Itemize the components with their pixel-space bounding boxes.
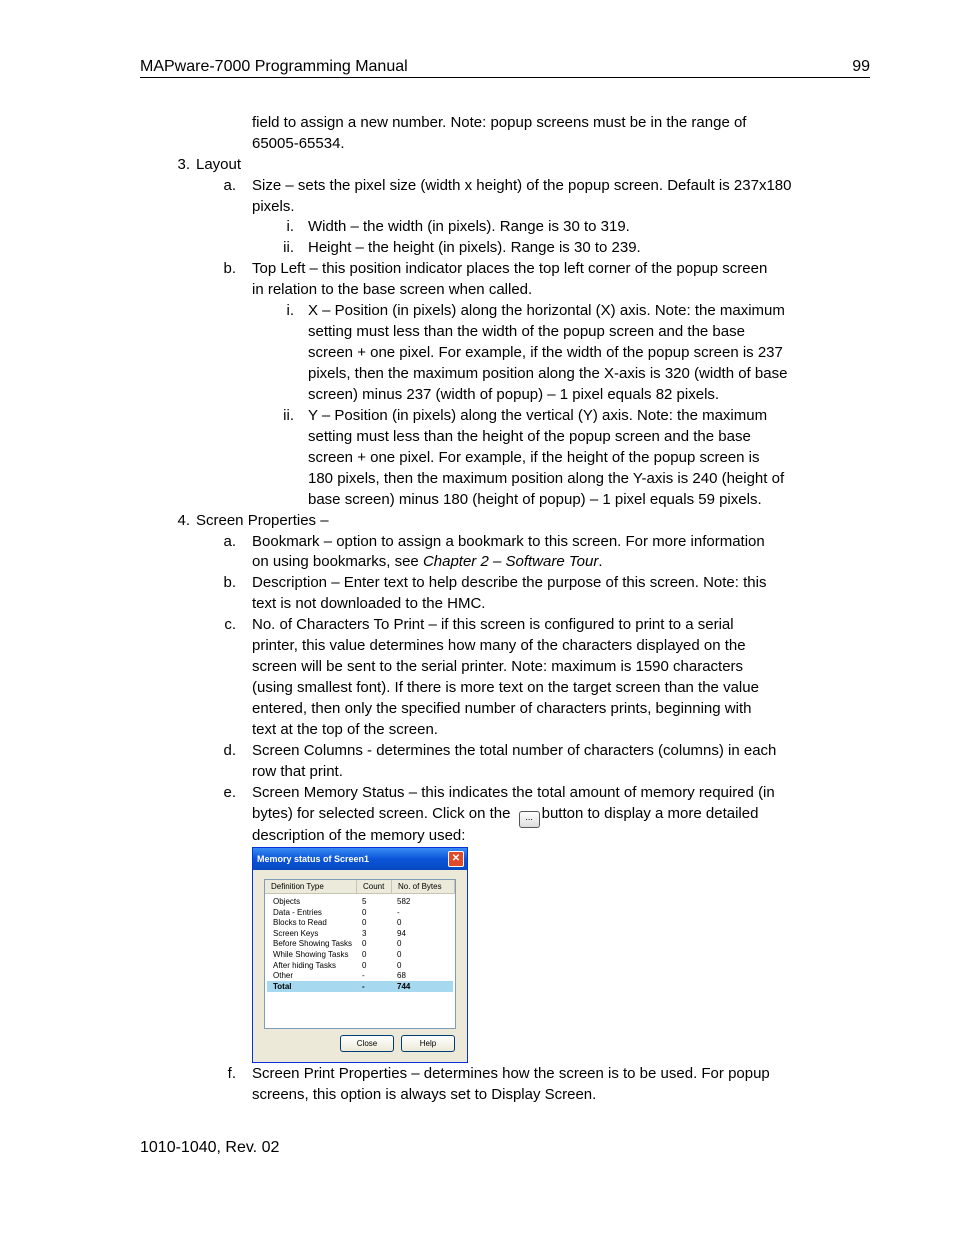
text-run: No. of Characters To Print – if this screen is configured to print to a serial bbox=[252, 616, 734, 633]
text-line bbox=[308, 300, 785, 321]
table-cell: Other bbox=[273, 971, 294, 981]
dialog-title: Memory status of Screen1 bbox=[257, 854, 370, 864]
text-line bbox=[308, 447, 760, 468]
text-line bbox=[308, 342, 783, 363]
list-marker: b. bbox=[223, 574, 236, 591]
text-run: row that print. bbox=[252, 763, 343, 780]
ellipsis-button-icon: ... bbox=[519, 811, 540, 828]
text-run: Y – Position (in pixels) along the vertical (Y) axis. Note: the maximum bbox=[308, 407, 768, 424]
text-run: on using bookmarks, see bbox=[252, 553, 423, 570]
table-cell: Total bbox=[273, 981, 292, 991]
text-line bbox=[252, 761, 343, 782]
table-cell: 3 bbox=[362, 928, 367, 938]
table-row[interactable] bbox=[267, 960, 453, 971]
text-run: X – Position (in pixels) along the horizontal (X) axis. Note: the maximum bbox=[308, 302, 785, 319]
text-line bbox=[196, 154, 241, 175]
list-marker: i. bbox=[286, 302, 294, 319]
table-cell: Objects bbox=[273, 897, 301, 906]
memory-list bbox=[264, 879, 456, 1029]
chapter-reference: Chapter 2 – Software Tour bbox=[422, 553, 599, 570]
list-marker: ii. bbox=[283, 407, 294, 424]
table-cell: 94 bbox=[397, 928, 406, 938]
table-cell: - bbox=[362, 971, 365, 981]
text-run: description of the memory used: bbox=[252, 827, 466, 844]
table-row[interactable] bbox=[267, 917, 453, 928]
text-line bbox=[252, 719, 438, 740]
text-run: in relation to the base screen when called. bbox=[252, 281, 533, 298]
table-row[interactable] bbox=[267, 938, 453, 949]
list-marker: 4. bbox=[177, 512, 190, 529]
text-run: Screen Print Properties – determines how the screen is to be used. For popup bbox=[252, 1065, 770, 1082]
table-cell: 68 bbox=[397, 971, 406, 981]
text-line bbox=[252, 279, 532, 300]
table-cell: Blocks to Read bbox=[273, 918, 327, 928]
list-marker: ii. bbox=[283, 239, 294, 256]
text-run: Description – Enter text to help describe the purpose of this screen. Note: this bbox=[252, 574, 767, 591]
text-line bbox=[252, 698, 751, 719]
table-cell: 0 bbox=[397, 950, 402, 959]
page-number: 99 bbox=[852, 58, 870, 75]
table-row[interactable] bbox=[267, 981, 453, 992]
table-row[interactable] bbox=[267, 928, 453, 939]
text-line bbox=[252, 1063, 770, 1084]
table-cell: Screen Keys bbox=[273, 928, 319, 938]
text-run: base screen) minus 180 (height of popup) – 1 pixel equals 59 pixels. bbox=[308, 491, 762, 508]
text-line bbox=[252, 740, 776, 761]
help-button[interactable]: Help bbox=[401, 1035, 455, 1052]
table-cell: 0 bbox=[362, 918, 367, 928]
text-run: text at the top of the screen. bbox=[252, 721, 438, 738]
text-run: pixels, then the maximum position along the X-axis is 320 (width of base bbox=[308, 365, 788, 382]
footer-doc-id: 1010-1040, Rev. 02 bbox=[140, 1139, 280, 1156]
text-line bbox=[252, 196, 295, 217]
text-run: (using smallest font). If there is more text on the target screen than the value bbox=[252, 679, 759, 696]
text-run: Height – the height (in pixels). Range is 30 to 239. bbox=[308, 239, 641, 256]
list-marker: a. bbox=[223, 533, 236, 550]
text-line bbox=[252, 593, 485, 614]
text-line bbox=[308, 321, 745, 342]
text-line bbox=[252, 1084, 596, 1105]
text-line bbox=[196, 510, 329, 531]
text-run: 65005-65534. bbox=[252, 135, 345, 152]
list-marker: 3. bbox=[177, 156, 190, 173]
text-line bbox=[252, 825, 465, 846]
text-line bbox=[252, 677, 759, 698]
text-line bbox=[252, 656, 743, 677]
text-line bbox=[308, 384, 719, 405]
text-line bbox=[308, 237, 641, 258]
text-run: Size – sets the pixel size (width x height) of the popup screen. Default is 237x180 bbox=[252, 177, 792, 194]
text-run: field to assign a new number. Note: popup screens must be in the range of bbox=[252, 114, 747, 131]
text-line bbox=[308, 216, 630, 237]
text-line bbox=[252, 175, 791, 196]
text-run: . bbox=[598, 553, 603, 570]
text-run: screen) minus 237 (width of popup) – 1 pixel equals 82 pixels. bbox=[308, 386, 720, 403]
table-cell: 744 bbox=[397, 981, 411, 991]
table-row[interactable] bbox=[267, 896, 453, 907]
text-line bbox=[252, 572, 766, 593]
text-line bbox=[252, 782, 775, 803]
text-run: button to display a more detailed bbox=[541, 805, 759, 822]
text-line bbox=[308, 489, 762, 510]
text-run: 180 pixels, then the maximum position along the Y-axis is 240 (height of bbox=[308, 470, 785, 487]
close-button[interactable]: Close bbox=[340, 1035, 394, 1052]
text-line bbox=[308, 426, 751, 447]
text-line bbox=[308, 468, 784, 489]
text-line bbox=[252, 258, 767, 279]
list-marker: i. bbox=[286, 218, 294, 235]
list-marker: a. bbox=[223, 177, 236, 194]
table-cell: 582 bbox=[397, 897, 411, 906]
list-marker: b. bbox=[223, 260, 236, 277]
text-line bbox=[308, 405, 767, 426]
text-run: screen + one pixel. For example, if the width of the popup screen is 237 bbox=[308, 344, 783, 361]
close-icon[interactable]: ✕ bbox=[448, 851, 464, 867]
list-marker: c. bbox=[224, 616, 236, 633]
table-row[interactable] bbox=[267, 949, 453, 960]
table-row[interactable] bbox=[267, 907, 453, 918]
text-run: Screen Properties – bbox=[196, 512, 329, 529]
text-line bbox=[252, 531, 765, 552]
table-cell: Before Showing Tasks bbox=[273, 939, 353, 949]
table-cell: 0 bbox=[397, 939, 402, 949]
text-run: Screen Memory Status – this indicates the total amount of memory required (in bbox=[252, 784, 775, 801]
text-run: screen will be sent to the serial printer. Note: maximum is 1590 characters bbox=[252, 658, 744, 675]
text-run: pixels. bbox=[252, 198, 295, 215]
column-header-definition-type[interactable]: Definition Type bbox=[265, 880, 357, 894]
table-cell: - bbox=[362, 981, 365, 991]
table-cell: 0 bbox=[397, 918, 402, 928]
table-cell: Data - Entries bbox=[273, 907, 322, 917]
text-run: Top Left – this position indicator places the top left corner of the popup screen bbox=[252, 260, 768, 277]
table-cell: 0 bbox=[362, 907, 367, 917]
list-marker: d. bbox=[223, 742, 236, 759]
list-marker: e. bbox=[223, 784, 236, 801]
table-row[interactable] bbox=[267, 970, 453, 981]
list-marker: f. bbox=[227, 1065, 236, 1082]
text-line bbox=[252, 551, 603, 572]
text-run: Screen Columns - determines the total number of characters (columns) in each bbox=[252, 742, 777, 759]
text-run: Width – the width (in pixels). Range is 30 to 319. bbox=[308, 218, 630, 235]
text-run: entered, then only the specified number of characters prints, beginning with bbox=[252, 700, 752, 717]
text-run: bytes) for selected screen. Click on the bbox=[252, 805, 515, 822]
text-run: screen + one pixel. For example, if the height of the popup screen is bbox=[308, 449, 760, 466]
text-line bbox=[252, 614, 734, 635]
text-run: setting must less than the height of the popup screen and the base bbox=[308, 428, 751, 445]
table-cell: - bbox=[397, 907, 400, 917]
table-cell: 0 bbox=[362, 960, 367, 970]
page-header bbox=[140, 57, 870, 78]
text-line bbox=[308, 363, 787, 384]
text-run: printer, this value determines how many of the characters displayed on the bbox=[252, 637, 746, 654]
column-header-count[interactable]: Count bbox=[357, 880, 392, 894]
text-line bbox=[252, 112, 746, 133]
table-cell: After hiding Tasks bbox=[273, 960, 336, 970]
dialog-title-bar bbox=[253, 848, 467, 870]
table-cell: 0 bbox=[362, 950, 367, 959]
memory-status-dialog bbox=[252, 847, 468, 1063]
text-run: setting must less than the width of the popup screen and the base bbox=[308, 323, 745, 340]
manual-title: MAPware-7000 Programming Manual bbox=[140, 58, 408, 75]
text-line bbox=[252, 635, 746, 656]
text-run: text is not downloaded to the HMC. bbox=[252, 595, 486, 612]
text-run: Layout bbox=[196, 156, 242, 173]
text-line bbox=[252, 133, 345, 154]
text-run: screens, this option is always set to Display Screen. bbox=[252, 1086, 597, 1103]
table-cell: While Showing Tasks bbox=[273, 950, 349, 959]
table-cell: 0 bbox=[362, 939, 367, 949]
table-cell: 0 bbox=[397, 960, 402, 970]
table-cell: 5 bbox=[362, 897, 367, 906]
text-run: Bookmark – option to assign a bookmark to this screen. For more information bbox=[252, 533, 765, 550]
column-header-bytes[interactable]: No. of Bytes bbox=[392, 880, 455, 894]
